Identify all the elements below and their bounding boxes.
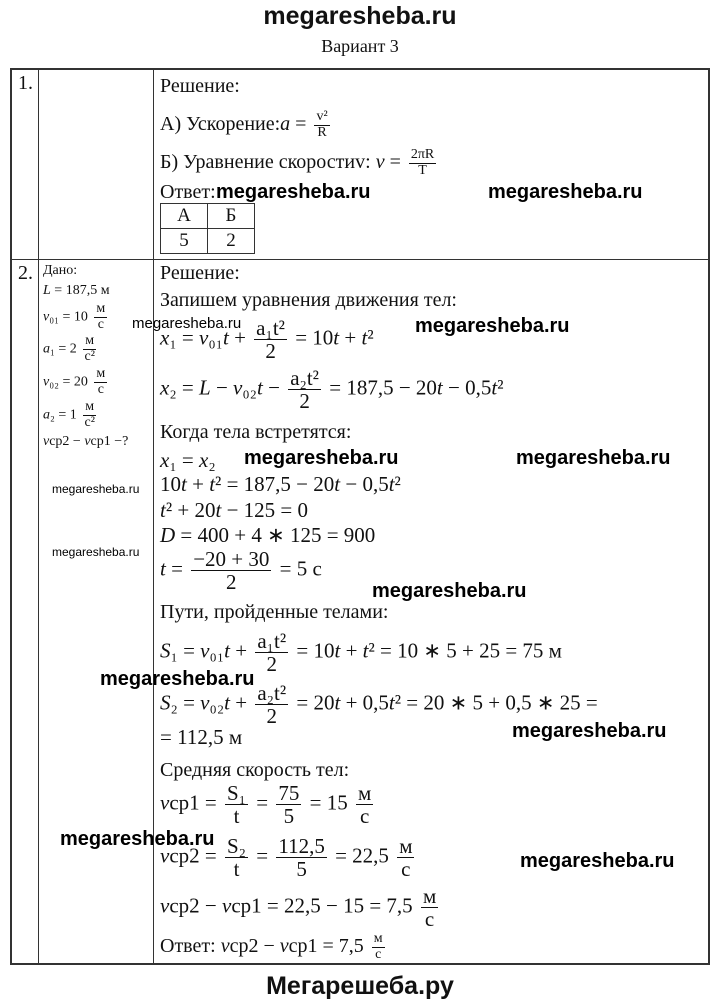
fraction — [225, 835, 248, 880]
text-segment: ср2 − — [229, 934, 280, 957]
task2-line — [160, 472, 401, 496]
text-segment: − — [210, 375, 234, 400]
task2-line — [160, 367, 504, 412]
row-divider — [12, 259, 708, 260]
text-segment: ² + 20 — [165, 498, 216, 522]
math-variable: v — [200, 638, 210, 663]
watermark: megaresheba.ru — [52, 482, 140, 496]
math-variable: v — [199, 325, 209, 350]
watermark: megaresheba.ru — [512, 720, 667, 742]
math-variable: t — [388, 690, 395, 715]
numerator: 75 — [278, 781, 300, 805]
task2-line — [160, 498, 308, 522]
text-segment: + — [230, 690, 253, 715]
text-segment: = — [251, 843, 274, 868]
task1-line — [160, 180, 216, 204]
text-segment: ² — [497, 375, 504, 400]
fraction — [191, 548, 271, 593]
text-segment: ² = 187,5 − 20 — [215, 472, 335, 496]
denominator: с² — [84, 348, 95, 364]
site-title: megaresheba.ru — [263, 2, 457, 30]
math-variable: t — [334, 690, 341, 715]
column-divider — [38, 70, 39, 963]
math-variable: v — [279, 934, 289, 957]
given-line — [43, 334, 99, 364]
denominator: 2 — [226, 570, 237, 595]
math-variable: t — [362, 638, 369, 663]
math-variable: a — [280, 112, 291, 135]
text-segment: Решение: — [160, 75, 240, 97]
task2-line — [160, 523, 375, 547]
text-segment: ₀₂ = 20 — [49, 374, 92, 390]
math-variable: t — [436, 375, 443, 400]
numerator: м — [399, 834, 413, 858]
fraction — [255, 682, 288, 727]
math-variable: t — [160, 556, 166, 581]
text-segment: ср1 = 22,5 − 15 = 7,5 — [231, 893, 418, 918]
task2-line — [160, 288, 457, 312]
math-variable: v — [43, 309, 50, 325]
answer-value: 2 — [208, 229, 255, 254]
numerator: a₂t² — [290, 366, 319, 390]
math-variable: D — [160, 523, 176, 547]
text-segment: Дано: — [43, 263, 78, 278]
fraction — [255, 630, 288, 675]
task1-line — [160, 148, 439, 178]
task1-line — [160, 74, 240, 98]
math-variable: v — [200, 690, 210, 715]
text-segment: ₀₂ — [209, 690, 225, 715]
text-segment: Ответ: — [160, 181, 216, 203]
text-segment: Пути, пройденные телами: — [160, 601, 389, 623]
watermark: megaresheba.ru — [516, 447, 671, 469]
math-variable: t — [209, 472, 216, 496]
text-segment: ср2 − — [169, 893, 222, 918]
numerator: 2πR — [410, 147, 435, 162]
fraction — [83, 400, 96, 430]
math-variable: t — [333, 325, 340, 350]
text-segment: ² — [367, 325, 374, 350]
text-segment: ср1 = — [169, 790, 222, 815]
text-segment: А) Ускорение: — [160, 112, 281, 135]
text-segment: Запишем уравнения движения тел: — [160, 289, 457, 311]
fraction — [356, 782, 373, 827]
denominator: с — [97, 381, 104, 397]
given-line — [43, 367, 110, 397]
text-segment: 10 — [160, 472, 181, 496]
denominator: с — [97, 316, 104, 332]
text-segment: ср1 −? — [90, 434, 129, 449]
denominator: 2 — [266, 704, 277, 729]
math-variable: a — [43, 341, 50, 357]
task2-line — [160, 932, 388, 962]
math-variable: v — [375, 150, 385, 173]
text-segment: + 0,5 — [340, 690, 389, 715]
text-segment: ₀₁ — [209, 638, 225, 663]
denominator: T — [418, 162, 427, 178]
watermark: megaresheba.ru — [372, 580, 527, 602]
fraction — [254, 317, 287, 362]
numerator: м — [357, 781, 372, 805]
math-variable: L — [199, 375, 211, 400]
answer-table — [160, 203, 255, 254]
fraction — [276, 835, 326, 880]
numerator: м — [96, 366, 106, 381]
math-variable: t — [160, 498, 166, 522]
fraction — [94, 302, 107, 332]
numerator: м — [422, 884, 437, 908]
watermark: megaresheba.ru — [244, 447, 399, 469]
math-variable: a — [43, 407, 50, 423]
numerator: S₂ — [227, 834, 247, 858]
text-segment: ₀₁ — [208, 325, 223, 350]
fraction — [421, 885, 438, 930]
text-segment: Когда тела встретятся: — [160, 421, 352, 443]
denominator: 2 — [266, 652, 277, 677]
numerator: a₁t² — [257, 629, 287, 653]
denominator: с — [375, 946, 382, 962]
text-segment: = — [290, 112, 312, 135]
numerator: −20 + 30 — [193, 547, 270, 571]
text-segment: = 187,5 − 20 — [323, 375, 437, 400]
math-variable: t — [224, 690, 230, 715]
text-segment: + — [186, 472, 210, 496]
text-segment: ₁ = — [170, 638, 201, 663]
denominator: с — [401, 857, 411, 882]
given-line — [43, 434, 128, 450]
task2-line — [160, 758, 349, 782]
fraction — [83, 334, 96, 364]
math-variable: t — [491, 375, 498, 400]
math-variable: L — [43, 283, 51, 298]
math-variable: v — [84, 434, 91, 449]
denominator: 2 — [265, 339, 276, 364]
math-variable: t — [181, 472, 187, 496]
text-segment: Средняя скорость тел: — [160, 759, 350, 781]
task2-line — [160, 725, 242, 749]
denominator: 5 — [283, 804, 295, 829]
text-segment: ₀₂ — [242, 375, 258, 400]
text-segment: Ответ: — [160, 934, 221, 957]
text-segment: ₂ = — [170, 690, 201, 715]
math-variable: t — [224, 638, 230, 663]
fraction — [94, 367, 107, 397]
math-variable: t — [334, 472, 341, 496]
text-segment: ср2 = — [169, 843, 222, 868]
math-variable: x — [160, 375, 170, 400]
math-variable: v — [160, 893, 170, 918]
numerator: a₁t² — [256, 316, 285, 340]
math-variable: v — [220, 934, 230, 957]
text-segment: = 20 — [291, 690, 335, 715]
denominator: 2 — [299, 389, 310, 414]
answer-header: Б — [208, 204, 255, 229]
text-segment: − — [262, 375, 286, 400]
math-variable: t — [388, 472, 395, 496]
task2-line — [160, 261, 240, 285]
watermark: megaresheba.ru — [132, 315, 242, 332]
text-segment: − 0,5 — [340, 472, 389, 496]
denominator: с² — [84, 414, 95, 430]
text-segment: = — [384, 150, 406, 173]
text-segment: + — [230, 638, 253, 663]
text-segment: = 10 — [291, 638, 335, 663]
fraction — [409, 148, 436, 178]
watermark: megaresheba.ru — [52, 545, 140, 559]
text-segment: Б) Уравнение скоростиv: — [160, 150, 376, 173]
numerator: м — [85, 399, 95, 414]
watermark: megaresheba.ru — [216, 181, 371, 203]
text-segment: ₂ = 1 — [50, 407, 81, 423]
denominator: R — [317, 124, 327, 140]
watermark: megaresheba.ru — [100, 668, 255, 690]
task2-line — [160, 548, 322, 593]
given-line — [43, 302, 110, 332]
watermark: megaresheba.ru — [60, 828, 215, 850]
math-variable: t — [361, 325, 368, 350]
text-segment: ср1 = 7,5 — [288, 934, 369, 957]
footer-title: Мегарешеба.ру — [266, 972, 454, 1000]
text-segment: = — [251, 790, 274, 815]
task2-line — [160, 885, 441, 930]
text-segment: ₂ — [208, 448, 216, 472]
text-segment: ² — [394, 472, 401, 496]
denominator: 5 — [296, 857, 307, 882]
task2-line — [160, 448, 216, 472]
numerator: S₁ — [227, 781, 247, 805]
answer-value: 5 — [161, 229, 208, 254]
text-segment: = 400 + 4 ∗ 125 = 900 — [175, 523, 376, 547]
denominator: с — [424, 907, 435, 932]
task1-line — [160, 110, 333, 140]
text-segment: ² = 20 ∗ 5 + 0,5 ∗ 25 = — [394, 690, 598, 715]
fraction — [225, 782, 248, 827]
task-number: 2. — [18, 262, 33, 284]
text-segment: ₀₁ = 10 — [49, 309, 92, 325]
task2-line — [160, 782, 376, 827]
task-number: 1. — [18, 72, 33, 94]
denominator: t — [233, 804, 240, 829]
answer-header: А — [161, 204, 208, 229]
denominator: с — [359, 804, 370, 829]
math-variable: t — [215, 498, 222, 522]
text-segment: ср2 − — [49, 434, 85, 449]
math-variable: v — [160, 790, 170, 815]
watermark: megaresheba.ru — [488, 181, 643, 203]
text-segment: = 10 — [289, 325, 334, 350]
text-segment: = 5 с — [274, 556, 322, 581]
watermark: megaresheba.ru — [520, 850, 675, 872]
numerator: м — [85, 333, 95, 348]
math-variable: v — [160, 843, 170, 868]
fraction — [372, 932, 385, 962]
math-variable: t — [257, 375, 263, 400]
text-segment: + — [340, 638, 363, 663]
denominator: t — [233, 857, 240, 882]
math-variable: v — [222, 893, 232, 918]
text-segment: = 187,5 м — [50, 283, 110, 298]
numerator: м — [96, 301, 106, 316]
text-segment: + — [339, 325, 362, 350]
math-variable: v — [43, 434, 50, 449]
numerator: 112,5 — [278, 834, 325, 858]
text-segment: ₂ = — [169, 375, 199, 400]
math-variable: x — [160, 448, 170, 472]
given-line — [43, 283, 110, 299]
math-variable: S — [160, 690, 171, 715]
fraction — [276, 782, 301, 827]
text-segment: = — [165, 556, 189, 581]
watermark: megaresheba.ru — [415, 315, 570, 337]
math-variable: S — [160, 638, 171, 663]
numerator: v² — [316, 109, 328, 124]
text-segment: ² = 10 ∗ 5 + 25 = 75 м — [368, 638, 562, 663]
variant-title: Вариант 3 — [321, 36, 399, 56]
text-segment: = 22,5 — [329, 843, 395, 868]
text-segment: ₁ = 2 — [50, 341, 81, 357]
math-variable: x — [160, 325, 170, 350]
task2-line — [160, 420, 351, 444]
given-line — [43, 263, 77, 279]
text-segment: − 0,5 — [442, 375, 492, 400]
math-variable: t — [334, 638, 341, 663]
text-segment: ₁ = — [169, 325, 199, 350]
math-variable: v — [43, 374, 50, 390]
math-variable: v — [233, 375, 243, 400]
fraction — [288, 367, 321, 412]
numerator: м — [373, 931, 383, 946]
text-segment: = 15 — [304, 790, 353, 815]
text-segment: ₁ = — [169, 448, 199, 472]
fraction — [397, 835, 414, 880]
text-segment: Решение: — [160, 262, 240, 284]
text-segment: + — [228, 325, 252, 350]
math-variable: t — [222, 325, 229, 350]
numerator: a₂t² — [257, 681, 287, 705]
task2-line — [160, 600, 388, 624]
text-segment: = 112,5 м — [160, 725, 243, 749]
math-variable: x — [199, 448, 209, 472]
fraction — [314, 110, 329, 140]
given-line — [43, 400, 99, 430]
text-segment: − 125 = 0 — [221, 498, 309, 522]
